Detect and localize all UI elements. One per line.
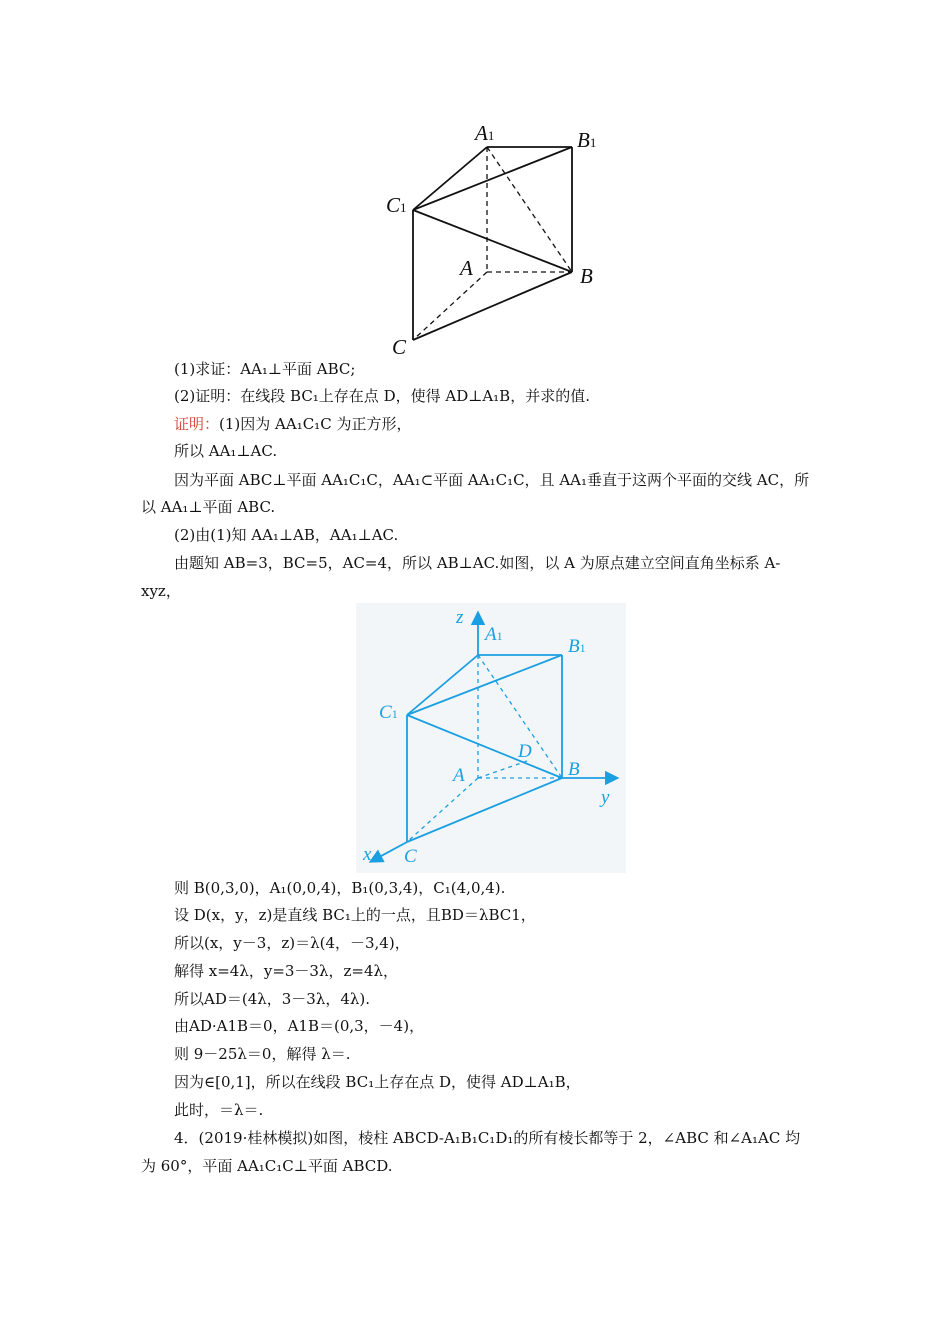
edge-a1-b [487,147,572,272]
label-b: B [580,264,593,288]
label-a1: A1 [475,121,495,145]
prism-figure [370,118,610,363]
label-c: C [392,335,407,359]
label-b: B [568,759,580,780]
question-1: (1)求证：AA₁⊥平面 ABC; [174,360,356,378]
question-2: (2)证明：在线段 BC₁上存在点 D，使得 AD⊥A₁B，并求的值. [174,387,590,405]
label-z: z [456,607,464,628]
proof-text: (1)因为 AA₁C₁C 为正方形， [219,415,412,433]
label-b1: B1 [577,128,597,152]
text-line: xyz， [141,582,181,600]
label-c: C [404,846,417,867]
edge-c-b [413,272,572,340]
edge-c1-b1 [413,147,572,210]
text-line: 所以(x，y－3，z)＝λ(4，－3,4)， [174,934,410,952]
edge-a-c [413,272,487,340]
coordinate-figure [356,603,626,873]
text-line: 由题知 AB=3，BC=5，AC=4，所以 AB⊥AC.如图，以 A 为原点建立空间直角坐标系 A- [174,554,781,572]
text-line: 由AD·A1B＝0，A1B＝(0,3，－4)， [174,1017,425,1035]
proof-label: 证明： [174,415,220,433]
text-line: 则 9－25λ＝0，解得 λ＝. [174,1045,351,1063]
problem-4-cont: 为 60°，平面 AA₁C₁C⊥平面 ABCD. [141,1157,393,1175]
edge-c1-b [413,210,572,272]
text-line: 所以 AA₁⊥AC. [174,442,278,460]
proof-line [174,413,411,435]
text-line: 解得 x=4λ，y=3－3λ，z=4λ， [174,962,399,980]
text-line: 则 B(0,3,0)，A₁(0,0,4)，B₁(0,3,4)，C₁(4,0,4). [174,879,506,897]
text-line: 设 D(x，y，z)是直线 BC₁上的一点，且BD＝λBC1， [174,906,536,924]
label-d: D [518,741,532,762]
label-x: x [363,844,372,865]
text-line: 此时，＝λ＝. [174,1101,264,1119]
text-line: 因为∈[0,1]，所以在线段 BC₁上存在点 D，使得 AD⊥A₁B， [174,1073,581,1091]
label-y: y [601,787,610,808]
label-b1: B1 [568,636,586,657]
label-a: A [460,256,473,280]
label-a: A [453,765,465,786]
edge-a1-c1 [413,147,487,210]
text-line: 所以AD＝(4λ，3－3λ，4λ). [174,990,371,1008]
label-a1: A1 [485,624,503,645]
text-line: (2)由(1)知 AA₁⊥AB，AA₁⊥AC. [174,526,399,544]
label-c1: C1 [386,193,407,217]
text-line: 以 AA₁⊥平面 ABC. [141,498,276,516]
label-c1: C1 [379,702,398,723]
text-line: 因为平面 ABC⊥平面 AA₁C₁C，AA₁⊂平面 AA₁C₁C，且 AA₁垂直于这两个平面的交线 AC，所 [174,471,810,489]
problem-4: 4．(2019·桂林模拟)如图，棱柱 ABCD-A₁B₁C₁D₁的所有棱长都等于 2，∠ABC 和∠A₁AC 均 [174,1129,801,1147]
